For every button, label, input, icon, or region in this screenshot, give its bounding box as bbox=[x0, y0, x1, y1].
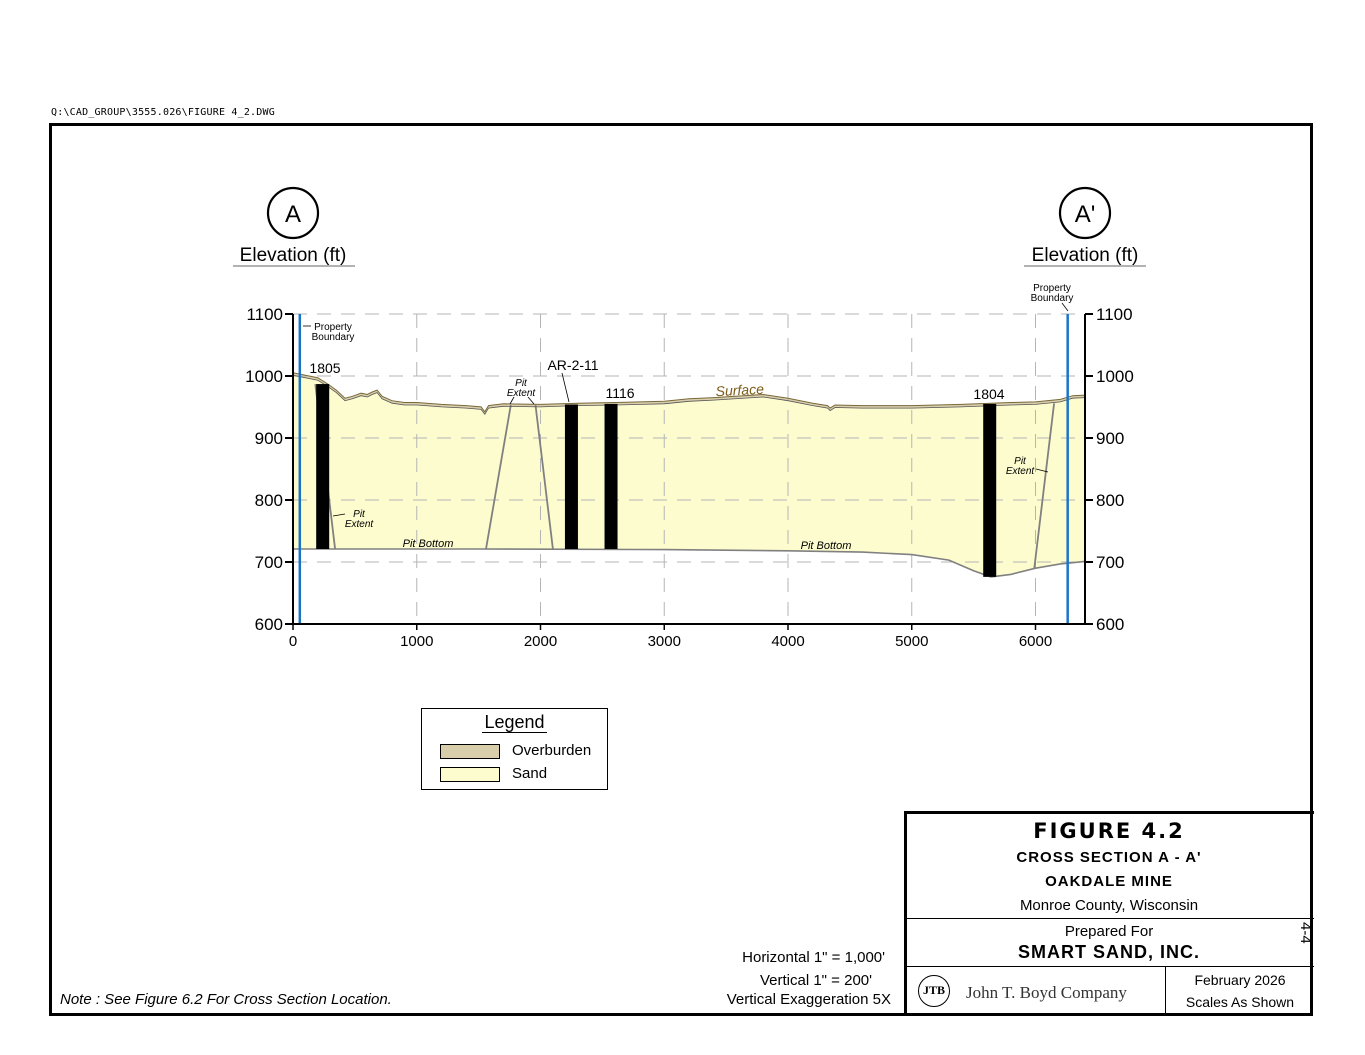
figure-date: February 2026 bbox=[1194, 972, 1286, 988]
pit-extent-label-line2: Extent bbox=[506, 388, 536, 399]
boring-label: 1804 bbox=[973, 386, 1005, 402]
client-name: SMART SAND, INC. bbox=[1018, 942, 1200, 962]
y-tick-label-left: 600 bbox=[254, 615, 283, 634]
pit-extent-label-line2: Extent bbox=[344, 519, 374, 530]
legend-swatch-sand bbox=[440, 767, 500, 782]
y-tick-label-left: 700 bbox=[254, 553, 283, 572]
property-boundary-leader bbox=[1062, 303, 1068, 311]
y-tick-label-left: 1100 bbox=[246, 305, 283, 324]
x-tick-label: 2000 bbox=[523, 633, 558, 650]
legend-label-sand: Sand bbox=[512, 765, 548, 782]
boring-AR-2-11 bbox=[565, 405, 578, 549]
boring-1805 bbox=[316, 384, 329, 549]
pit-bottom-label: Pit Bottom bbox=[402, 538, 454, 550]
section-marker-left: A bbox=[284, 201, 302, 228]
legend-swatch-overburden bbox=[440, 744, 500, 759]
pit-extent-label-line2: Extent bbox=[1005, 466, 1035, 477]
horizontal-scale: Horizontal 1" = 1,000' bbox=[742, 949, 885, 966]
x-tick-label: 4000 bbox=[771, 633, 805, 650]
y-tick-label-right: 1000 bbox=[1096, 367, 1134, 386]
vertical-scale: Vertical 1" = 200' bbox=[759, 972, 872, 989]
boring-1804 bbox=[983, 404, 996, 577]
x-tick-label: 0 bbox=[288, 633, 298, 650]
property-boundary-label-line2: Boundary bbox=[311, 332, 355, 343]
property-boundary-label-line1: Property bbox=[1033, 283, 1071, 294]
figure-title: FIGURE 4.2 bbox=[1033, 819, 1185, 843]
pit-extent-label-line1: Pit bbox=[515, 378, 527, 389]
legend-title: Legend bbox=[484, 712, 545, 732]
y-tick-label-right: 1100 bbox=[1096, 305, 1133, 324]
location-note: Note : See Figure 6.2 For Cross Section Location. bbox=[60, 991, 392, 1008]
location: Monroe County, Wisconsin bbox=[1019, 897, 1199, 914]
vertical-exaggeration: Vertical Exaggeration 5X bbox=[726, 991, 891, 1008]
boring-label: AR-2-11 bbox=[547, 357, 599, 373]
page-number: 4-4 bbox=[1297, 922, 1314, 944]
company-logo: JTB bbox=[918, 975, 950, 1007]
y-tick-label-right: 600 bbox=[1096, 615, 1125, 634]
y-tick-label-right: 900 bbox=[1096, 429, 1125, 448]
prepared-for-label: Prepared For bbox=[1064, 923, 1154, 940]
scales-note: Scales As Shown bbox=[1185, 994, 1295, 1010]
boring-label: 1805 bbox=[309, 360, 341, 376]
x-tick-label: 5000 bbox=[895, 633, 929, 650]
x-tick-label: 3000 bbox=[647, 633, 681, 650]
pit-bottom-label: Pit Bottom bbox=[800, 540, 852, 552]
file-path: Q:\CAD_GROUP\3555.026\FIGURE 4_2.DWG bbox=[51, 107, 275, 118]
mine-name: OAKDALE MINE bbox=[1045, 873, 1173, 890]
y-tick-label-left: 800 bbox=[254, 491, 283, 510]
left-axis-title: Elevation (ft) bbox=[239, 245, 347, 266]
property-boundary-label-line2: Boundary bbox=[1030, 293, 1074, 304]
x-tick-label: 6000 bbox=[1018, 633, 1053, 650]
right-axis-title: Elevation (ft) bbox=[1031, 245, 1139, 266]
property-boundary-label-line1: Property bbox=[314, 322, 352, 333]
boring-leader-line bbox=[562, 373, 569, 402]
x-tick-label: 1000 bbox=[400, 633, 434, 650]
section-marker-right: A' bbox=[1074, 201, 1096, 228]
y-tick-label-right: 800 bbox=[1096, 491, 1125, 510]
y-tick-label-left: 1000 bbox=[245, 367, 283, 386]
pit-extent-label-line1: Pit bbox=[1014, 456, 1026, 467]
pit-extent-label-line1: Pit bbox=[353, 509, 365, 520]
company-name: John T. Boyd Company bbox=[966, 983, 1127, 1002]
boring-label: 1116 bbox=[605, 385, 635, 401]
boring-1116 bbox=[605, 404, 618, 549]
y-tick-label-right: 700 bbox=[1096, 553, 1125, 572]
title-block bbox=[904, 811, 1314, 1016]
legend-label-overburden: Overburden bbox=[512, 742, 592, 759]
y-tick-label-left: 900 bbox=[254, 429, 283, 448]
figure-subtitle: CROSS SECTION A - A' bbox=[1016, 849, 1202, 866]
surface-label: Surface bbox=[715, 380, 765, 400]
